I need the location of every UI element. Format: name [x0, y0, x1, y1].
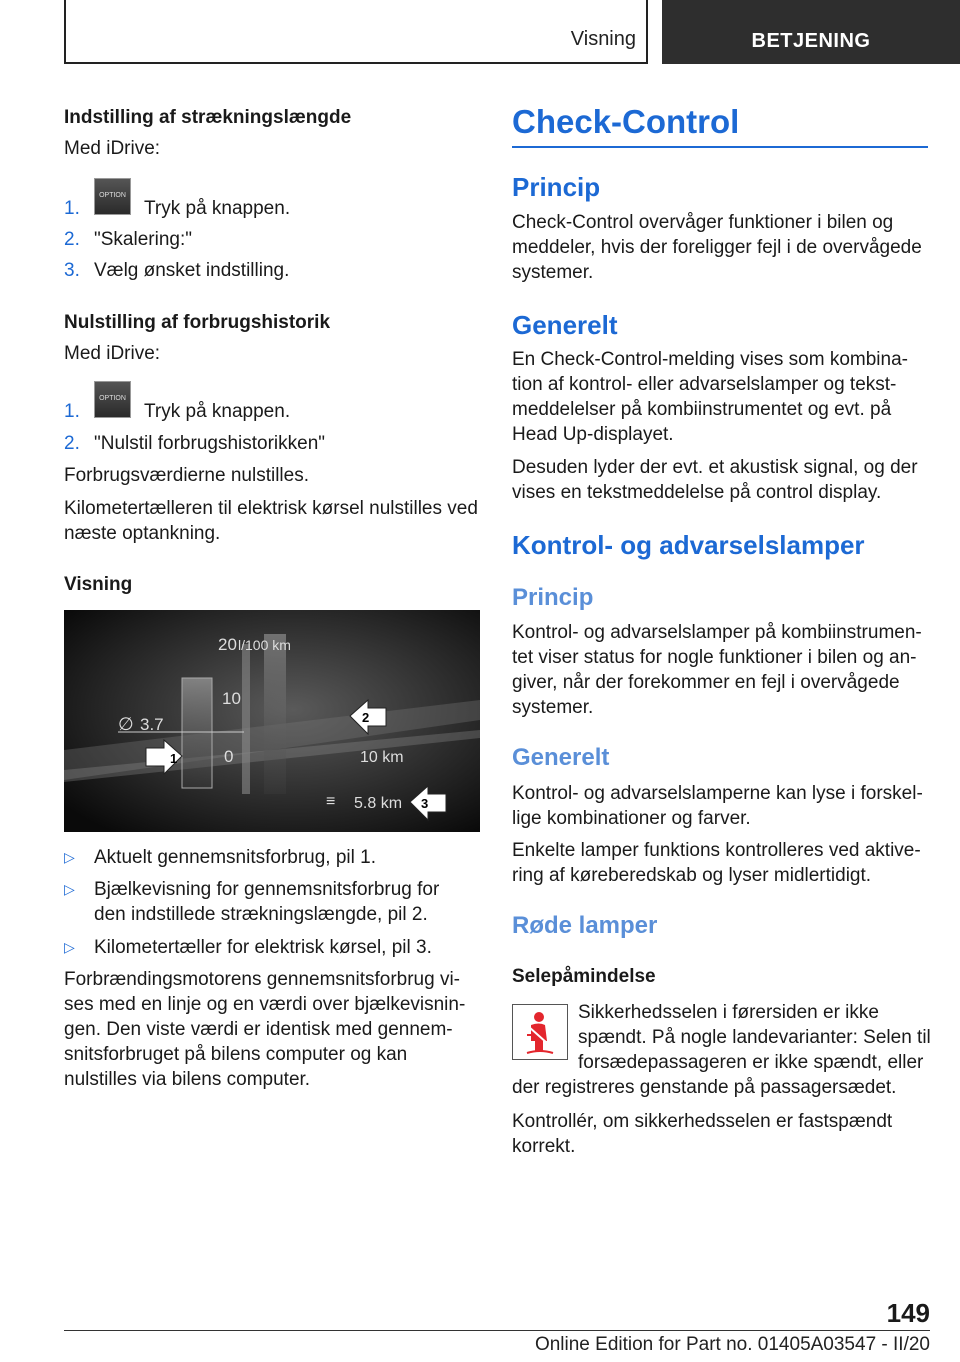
- step-text: "Nulstil forbrugshistorikken": [94, 433, 326, 454]
- paragraph: korrekt.: [512, 1136, 576, 1157]
- heading-generelt: Generelt: [512, 310, 618, 340]
- heading-princip-2: Princip: [512, 584, 594, 611]
- paragraph: tion af kontrol- eller advarselslamper og tekst-: [512, 374, 897, 395]
- footer-rule: [64, 1330, 930, 1331]
- heading-reset: Nulstilling af forbrugshistorik: [64, 312, 331, 333]
- header-section: Visning: [570, 28, 636, 50]
- heading-red-lamps: Røde lamper: [512, 912, 658, 939]
- distance-label: 10 km: [360, 749, 404, 766]
- paragraph: Kontrollér, om sikkerhedsselen er fastspændt: [512, 1111, 893, 1132]
- heading-generelt-2: Generelt: [512, 744, 610, 771]
- paragraph: Check-Control overvåger funktioner i bilen og: [512, 212, 894, 233]
- paragraph: Head Up-displayet.: [512, 424, 674, 445]
- bullet-icon: ▷: [64, 939, 75, 955]
- option-button-icon: OPTION: [94, 381, 131, 418]
- display-illustration: [64, 610, 480, 832]
- paragraph: Kilometertælleren til elektrisk kørsel nulstilles ved: [64, 498, 478, 519]
- scale-label: 20: [218, 635, 237, 654]
- edition-footer: Online Edition for Part no. 01405A03547 - II/20: [534, 1334, 930, 1355]
- consumption-display-figure: [64, 610, 480, 832]
- bullet-text: Bjælkevisning for gennemsnitsforbrug for: [94, 879, 440, 900]
- distance-label: 5.8 km: [354, 795, 403, 812]
- paragraph: nulstilles via bilens computer.: [64, 1069, 311, 1090]
- step-text: "Skalering:": [94, 229, 192, 250]
- option-button-icon: OPTION: [94, 178, 131, 215]
- paragraph: Forbrugsværdierne nulstilles.: [64, 465, 309, 486]
- step-number: 2.: [64, 229, 80, 250]
- seatbelt-warning-icon: [512, 1004, 568, 1060]
- paragraph: spændt. På nogle landevarianter: Selen til: [578, 1027, 931, 1048]
- heading-view: Visning: [64, 574, 133, 595]
- paragraph: lige kombinationer og farver.: [512, 808, 751, 829]
- bullet-text: Aktuelt gennemsnitsforbrug, pil 1.: [94, 847, 376, 868]
- bullet-icon: ▷: [64, 849, 75, 865]
- paragraph: Enkelte lamper funktions kontrolleres ved aktive-: [512, 840, 921, 861]
- bullet-text: den indstillede strækningslængde, pil 2.: [94, 904, 428, 925]
- average-value: 3.7: [140, 715, 164, 734]
- paragraph: systemer.: [512, 697, 594, 718]
- step-number: 1.: [64, 198, 80, 219]
- paragraph: systemer.: [512, 262, 594, 283]
- paragraph: Sikkerhedsselen i førersiden er ikke: [578, 1002, 879, 1023]
- paragraph: tet viser status for nogle funktioner i bilen og an-: [512, 647, 917, 668]
- paragraph: ring af køreberedskab og lyser midlertidigt.: [512, 865, 872, 886]
- step-number: 3.: [64, 260, 80, 281]
- step-text: Tryk på knappen.: [144, 198, 291, 219]
- heading-range: Indstilling af strækningslængde: [64, 107, 352, 128]
- paragraph: Forbrændingsmotorens gennemsnitsforbrug vi-: [64, 969, 461, 990]
- paragraph: meddelelser på kombiinstrumentet og evt. på: [512, 399, 892, 420]
- idrive-label-2: Med iDrive:: [64, 343, 161, 364]
- page-number: 149: [886, 1298, 930, 1328]
- page-title: Check-Control: [512, 103, 740, 140]
- electric-icon: ≡: [326, 793, 336, 810]
- bullet-icon: ▷: [64, 881, 75, 897]
- paragraph: Kontrol- og advarselslamperne kan lyse i forskel-: [512, 783, 923, 804]
- unit-label: l/100 km: [238, 637, 291, 653]
- heading-princip: Princip: [512, 172, 601, 202]
- svg-text:3: 3: [421, 796, 429, 811]
- paragraph: snitsforbruget på bilens computer og kan: [64, 1044, 408, 1065]
- idrive-label-1: Med iDrive:: [64, 138, 161, 159]
- step-number: 2.: [64, 433, 80, 454]
- svg-text:2: 2: [362, 710, 370, 725]
- paragraph: gen. Den viste værdi er identisk med gennem-: [64, 1019, 453, 1040]
- paragraph: forsædepassageren er ikke spændt, eller: [578, 1052, 924, 1073]
- paragraph: ses med en linje og en værdi over bjælkevisnin-: [64, 994, 466, 1015]
- heading-lamps: Kontrol- og advarselslamper: [512, 530, 865, 560]
- paragraph: giver, når der forekommer en fejl i overvågede: [512, 672, 900, 693]
- paragraph: vises en tekstmeddelelse på control display.: [512, 482, 882, 503]
- paragraph: næste optankning.: [64, 523, 221, 544]
- paragraph: der registreres genstande på passagersædet.: [512, 1077, 897, 1098]
- step-text: Vælg ønsket indstilling.: [94, 260, 290, 281]
- step-number: 1.: [64, 401, 80, 422]
- title-rule: [512, 146, 928, 148]
- heading-belt: Selepåmindelse: [512, 966, 656, 987]
- paragraph: meddeler, hvis der foreligger fejl i de overvågede: [512, 237, 922, 258]
- scale-label: 10: [222, 689, 241, 708]
- svg-text:1: 1: [170, 751, 178, 766]
- average-symbol: ∅: [118, 714, 134, 734]
- step-text: Tryk på knappen.: [144, 401, 291, 422]
- scale-label: 0: [224, 747, 234, 766]
- paragraph: Kontrol- og advarselslamper på kombiinstrumen-: [512, 622, 922, 643]
- paragraph: Desuden lyder der evt. et akustisk signal, og der: [512, 457, 918, 478]
- paragraph: En Check-Control-melding vises som kombina-: [512, 349, 908, 370]
- header-chapter: BETJENING: [662, 0, 960, 64]
- bullet-text: Kilometertæller for elektrisk kørsel, pil 3.: [94, 937, 432, 958]
